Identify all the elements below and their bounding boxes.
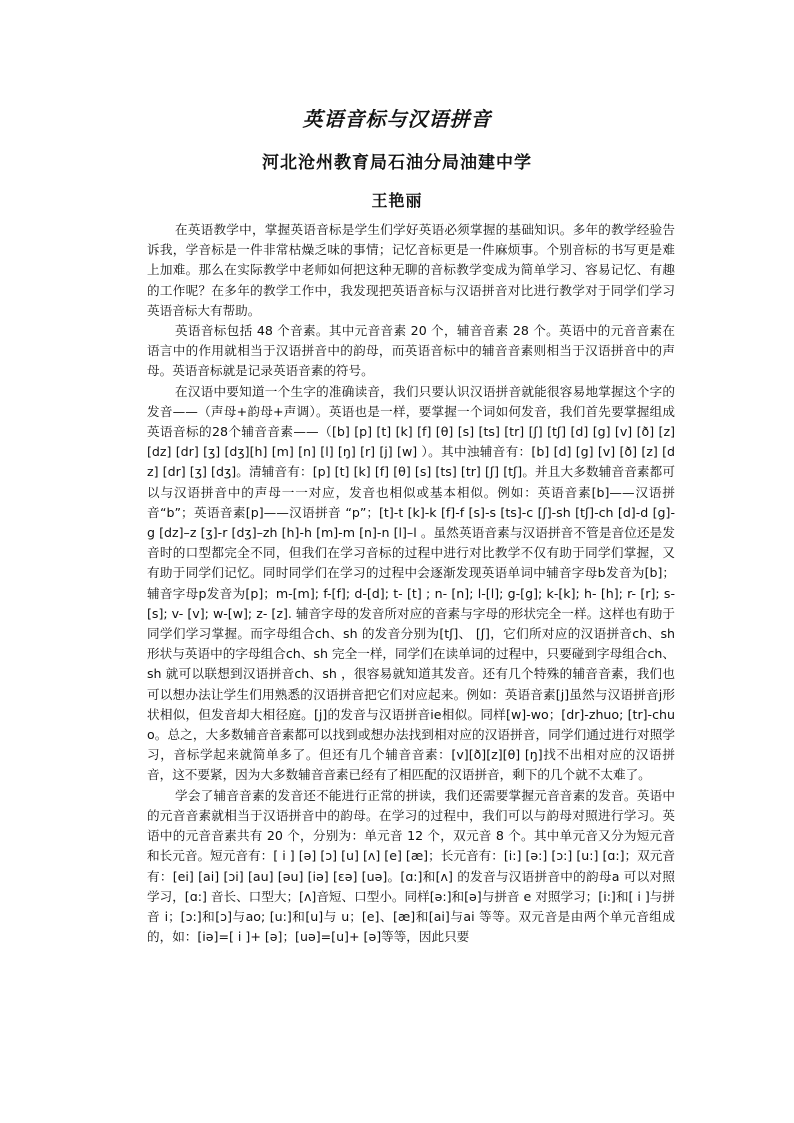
paragraph: 学会了辅音音素的发音还不能进行正常的拼读，我们还需要掌握元音音素的发音。英语中的元音音素就相当于汉语拼音中的韵母。在学习的过程中，我们可以与韵母对照进行学习。英语中的元音音素共有 20 个，分别为：单元音 12 个，双元音 8 个。其中单元音又分为短元音和长元音。短元音有：[ i ] [ə] [ɔ] [u] [ʌ] [e] [æ]；长元音有：[i:] [ə:] [ɔ:] [u:] [ɑ:]；双元音有：[ei] [ai] [ɔi] [au] [əu] [iə] [εə] [uə]。[ɑ:]和[ʌ] 的发音与汉语拼音中的韵母a 可以对照学习，[ɑ:] 音长、口型大；[ʌ]音短、口型小。同样[ə:]和[ə]与拼音 e 对照学习；[i:]和[ i ]与拼音 i；[ɔ:]和[ɔ]与ao; [u:]和[u]与 u；[e]、[æ]和[ai]与ai 等等。双元音是由两个单元音组成的，如：[iə]=[ i ]+ [ə]；[uə]=[u]+ [ə]等等，因此只要 <box>147 787 675 945</box>
author-name: 王艳丽 <box>371 191 423 210</box>
paragraph: 在汉语中要知道一个生字的准确读音，我们只要认识汉语拼音就能很容易地掌握这个字的发音——（声母+韵母+声调）。英语也是一样，要掌握一个词如何发音，我们首先要掌握组成英语音标的28个辅音音素——（[b] [p] [t] [k] [f] [θ] [s] [ts] [tr] [ʃ] [tʃ] [d] [g] [v] [ð] [z] [dz] [dr] [ʒ] [dʒ][h] [m] [n] [l] [ŋ] [r] [j] [w] ）。其中浊辅音有：[b] [d] [g] [v] [ð] [z] [dz] [dr] [ʒ] [dʒ]。清辅音有：[p] [t] [k] [f] [θ] [s] [ts] [tr] [ʃ] [tʃ]。并且大多数辅音音素都可以与汉语拼音中的声母一一对应，发音也相似或基本相似。例如：英语音素[b]——汉语拼音“b”；英语音素[p]——汉语拼音 “p”；[t]-t [k]-k [f]-f [s]-s [ts]-c [ʃ]-sh [tʃ]-ch [d]-d [g]-g [dz]–z [ʒ]-r [dʒ]–zh [h]-h [m]-m [n]-n [l]–l 。虽然英语音素与汉语拼音不管是音位还是发音时的口型都完全不同，但我们在学习音标的过程中进行对比教学不仅有助于同学们掌握，又有助于同学们记忆。同时同学们在学习的过程中会逐渐发现英语单词中辅音字母b发音为[b]；辅音字母p发音为[p]；m-[m]; f-[f]; d-[d]; t- [t] ; n- [n]; l-[l]; g-[g]; k-[k]; h- [h]; r- [r]; s- [s]; v- [v]; w-[w]; z- [z]. 辅音字母的发音所对应的音素与字母的形状完全一样。这样也有助于同学们学习掌握。而字母组合ch、sh 的发音分别为[tʃ]、 [ʃ]，它们所对应的汉语拼音ch、sh 形状与英语中的字母组合ch、sh 完全一样，同学们在读单词的过程中，只要碰到字母组合ch、sh 就可以联想到汉语拼音ch、sh ，很容易就知道其发音。还有几个特殊的辅音音素，我们也可以想办法让学生们用熟悉的汉语拼音把它们对应起来。例如：英语音素[j]虽然与汉语拼音j形状相似，但发音却大相径庭。[j]的发音与汉语拼音ie相似。同样[w]-wo；[dr]-zhuo; [tr]-chuo。总之，大多数辅音音素都可以找到或想办法找到相对应的汉语拼音，同学们通过进行对照学习，音标学起来就简单多了。但还有几个辅音音素：[v][ð][z][θ] [ŋ]找不出相对应的汉语拼音，这不要紧，因为大多数辅音音素已经有了相匹配的汉语拼音，剩下的几个就不太难了。 <box>147 383 675 783</box>
paragraph: 在英语教学中，掌握英语音标是学生们学好英语必须掌握的基础知识。多年的教学经验告诉我，学音标是一件非常枯燥乏味的事情；记忆音标更是一件麻烦事。个别音标的书写更是难上加难。那么在实际教学中老师如何把这种无聊的音标教学变成为简单学习、容易记忆、有趣的工作呢？在多年的教学工作中，我发现把英语音标与汉语拼音对比进行教学对于同学们学习英语音标大有帮助。 <box>147 222 675 318</box>
document-title: 英语音标与汉语拼音 <box>302 107 492 131</box>
document-body <box>147 220 675 947</box>
paragraph: 英语音标包括 48 个音素。其中元音音素 20 个，辅音音素 28 个。英语中的元音音素在语言中的作用就相当于汉语拼音中的韵母，而英语音标中的辅音音素则相当于汉语拼音中的声母。英语音标就是记录英语音素的符号。 <box>147 323 675 379</box>
school-name: 河北沧州教育局石油分局油建中学 <box>262 153 532 173</box>
